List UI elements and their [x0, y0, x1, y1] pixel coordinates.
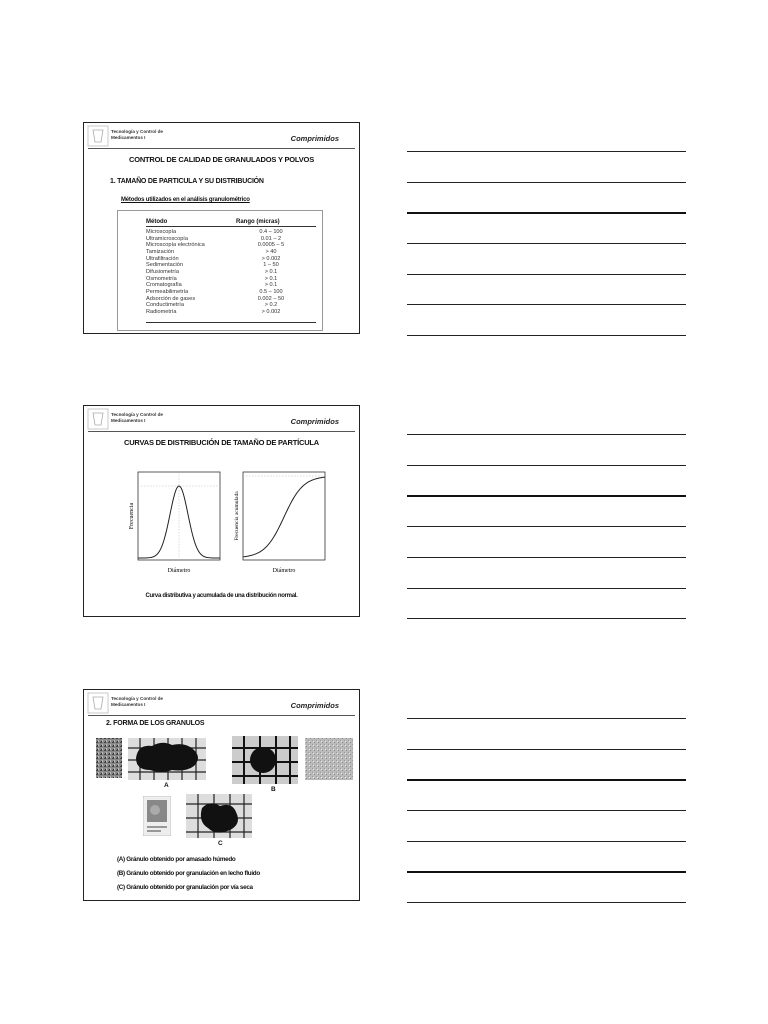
range-cell: 1 – 50: [263, 262, 279, 269]
table-row: [146, 256, 316, 263]
method-cell: Radiometría: [146, 308, 177, 315]
table-row: [146, 289, 316, 296]
note-line: [407, 588, 686, 589]
university-logo-icon: [87, 408, 109, 430]
table-header: [146, 219, 316, 227]
header-rule: [88, 431, 355, 432]
range-cell: 0.0005 – 5: [257, 242, 285, 249]
table-row: [146, 229, 316, 236]
granule-a-image: [128, 738, 206, 780]
note-line: [407, 557, 686, 558]
method-cell: Difusiometría: [146, 268, 179, 275]
legend-item-b: (B) Gránulo obtenido por granulación en lecho fluido: [117, 870, 260, 877]
plot2-ylabel: Frecuencia acumulada: [234, 491, 240, 541]
course-name: Tecnología y Control de Medicamentos I: [111, 696, 163, 707]
note-line: [407, 243, 686, 244]
slide-1: [83, 122, 360, 334]
cumulative-curve: [243, 477, 325, 557]
note-line: [407, 718, 686, 719]
note-line: [407, 465, 686, 466]
column-header-method: Método: [146, 219, 168, 225]
note-line: [407, 526, 686, 527]
method-cell: Tamización: [146, 248, 174, 255]
table-body: [146, 229, 316, 316]
note-line: [407, 810, 686, 811]
method-cell: Osmometría: [146, 275, 177, 282]
course-name: Tecnología y Control de Medicamentos I: [111, 129, 163, 140]
label-c: C: [218, 840, 223, 847]
method-cell: Sedimentación: [146, 262, 184, 269]
slide-3: [83, 689, 360, 901]
table-row: [146, 242, 316, 249]
subsection-heading: Métodos utilizados en el análisis granulométrico: [121, 197, 250, 203]
range-cell: > 0.2: [264, 302, 278, 309]
table-row: [146, 236, 316, 243]
legend-item-a: (A) Gránulo obtenido por amasado húmedo: [117, 856, 236, 863]
section-heading: 1. TAMAÑO DE PARTICULA Y SU DISTRIBUCIÓN: [110, 178, 264, 185]
method-cell: Ultramicroscopía: [146, 235, 188, 242]
slide-title: CONTROL DE CALIDAD DE GRANULADOS Y POLVOS: [128, 155, 314, 164]
label-b: B: [271, 786, 276, 793]
label-a: A: [164, 782, 169, 789]
note-line: [407, 841, 686, 842]
note-line: [407, 618, 686, 619]
header-rule: [88, 715, 355, 716]
frequency-plot: [124, 470, 224, 582]
university-logo-icon: [87, 125, 109, 147]
note-line: [407, 749, 686, 750]
range-cell: 0.4 – 100: [259, 229, 283, 235]
range-cell: > 0.002: [261, 255, 281, 262]
cumulative-plot: [229, 470, 329, 582]
note-line: [407, 495, 686, 497]
slide-header: [84, 406, 359, 432]
slide-header: [84, 690, 359, 716]
sample-photo-image: [143, 796, 171, 836]
plot2-xlabel: Diámetro: [272, 568, 296, 574]
note-line: [407, 434, 686, 435]
table-row: [146, 262, 316, 269]
granule-b-image: [232, 736, 298, 784]
note-line: [407, 779, 686, 781]
method-cell: Adsorción de gases: [146, 295, 196, 302]
table-row: [146, 296, 316, 303]
method-cell: Microscopía: [146, 229, 177, 235]
granule-c-image: [186, 794, 252, 838]
method-cell: Ultrafiltración: [146, 255, 179, 262]
course-name: Tecnología y Control de Medicamentos I: [111, 412, 163, 423]
note-line: [407, 182, 686, 183]
range-cell: > 40: [265, 248, 277, 255]
column-header-range: Rango (micras): [236, 219, 280, 225]
range-cell: > 0.1: [264, 268, 278, 275]
range-cell: 0.01 – 2: [260, 235, 282, 242]
slide-brand: Comprimidos: [290, 417, 339, 426]
range-cell: > 0.1: [264, 275, 278, 282]
note-line: [407, 212, 686, 214]
note-line: [407, 274, 686, 275]
slide-title: CURVAS DE DISTRIBUCIÓN DE TAMAÑO DE PARTÍCULA: [123, 438, 320, 447]
note-line: [407, 304, 686, 305]
legend-item-c: (C) Gránulo obtenido por granulación por vía seca: [117, 884, 253, 891]
range-cell: 0.002 – 50: [257, 295, 285, 302]
granule-texture-image: [305, 738, 353, 780]
slide-2: [83, 405, 360, 617]
plot1-xlabel: Diámetro: [167, 568, 191, 574]
table-row: [146, 309, 316, 316]
slide-brand: Comprimidos: [290, 701, 339, 710]
note-line: [407, 902, 686, 903]
slide-brand: Comprimidos: [290, 134, 339, 143]
range-cell: > 0.002: [261, 308, 281, 315]
method-cell: Microscopía electrónica: [146, 242, 205, 249]
header-rule: [88, 148, 355, 149]
table-footer-rule: [146, 322, 316, 323]
slide-header: [84, 123, 359, 149]
method-cell: Cromatografía: [146, 282, 182, 289]
method-cell: Conductimetría: [146, 302, 184, 309]
method-cell: Permeabilimetría: [146, 288, 189, 295]
methods-table: [117, 210, 323, 331]
section-heading: 2. FORMA DE LOS GRANULOS: [106, 720, 205, 727]
granule-texture-image: [96, 738, 122, 778]
note-line: [407, 871, 686, 873]
university-logo-icon: [87, 692, 109, 714]
table-row: [146, 276, 316, 283]
note-line: [407, 335, 686, 336]
range-cell: > 0.1: [264, 282, 278, 289]
figure-caption: Curva distributiva y acumulada de una distribución normal.: [145, 593, 298, 599]
table-row: [146, 269, 316, 276]
note-line: [407, 151, 686, 152]
table-row: [146, 302, 316, 309]
range-cell: 0.5 – 100: [259, 288, 283, 295]
table-row: [146, 282, 316, 289]
table-row: [146, 249, 316, 256]
plot1-ylabel: Frecuencia: [129, 502, 135, 530]
